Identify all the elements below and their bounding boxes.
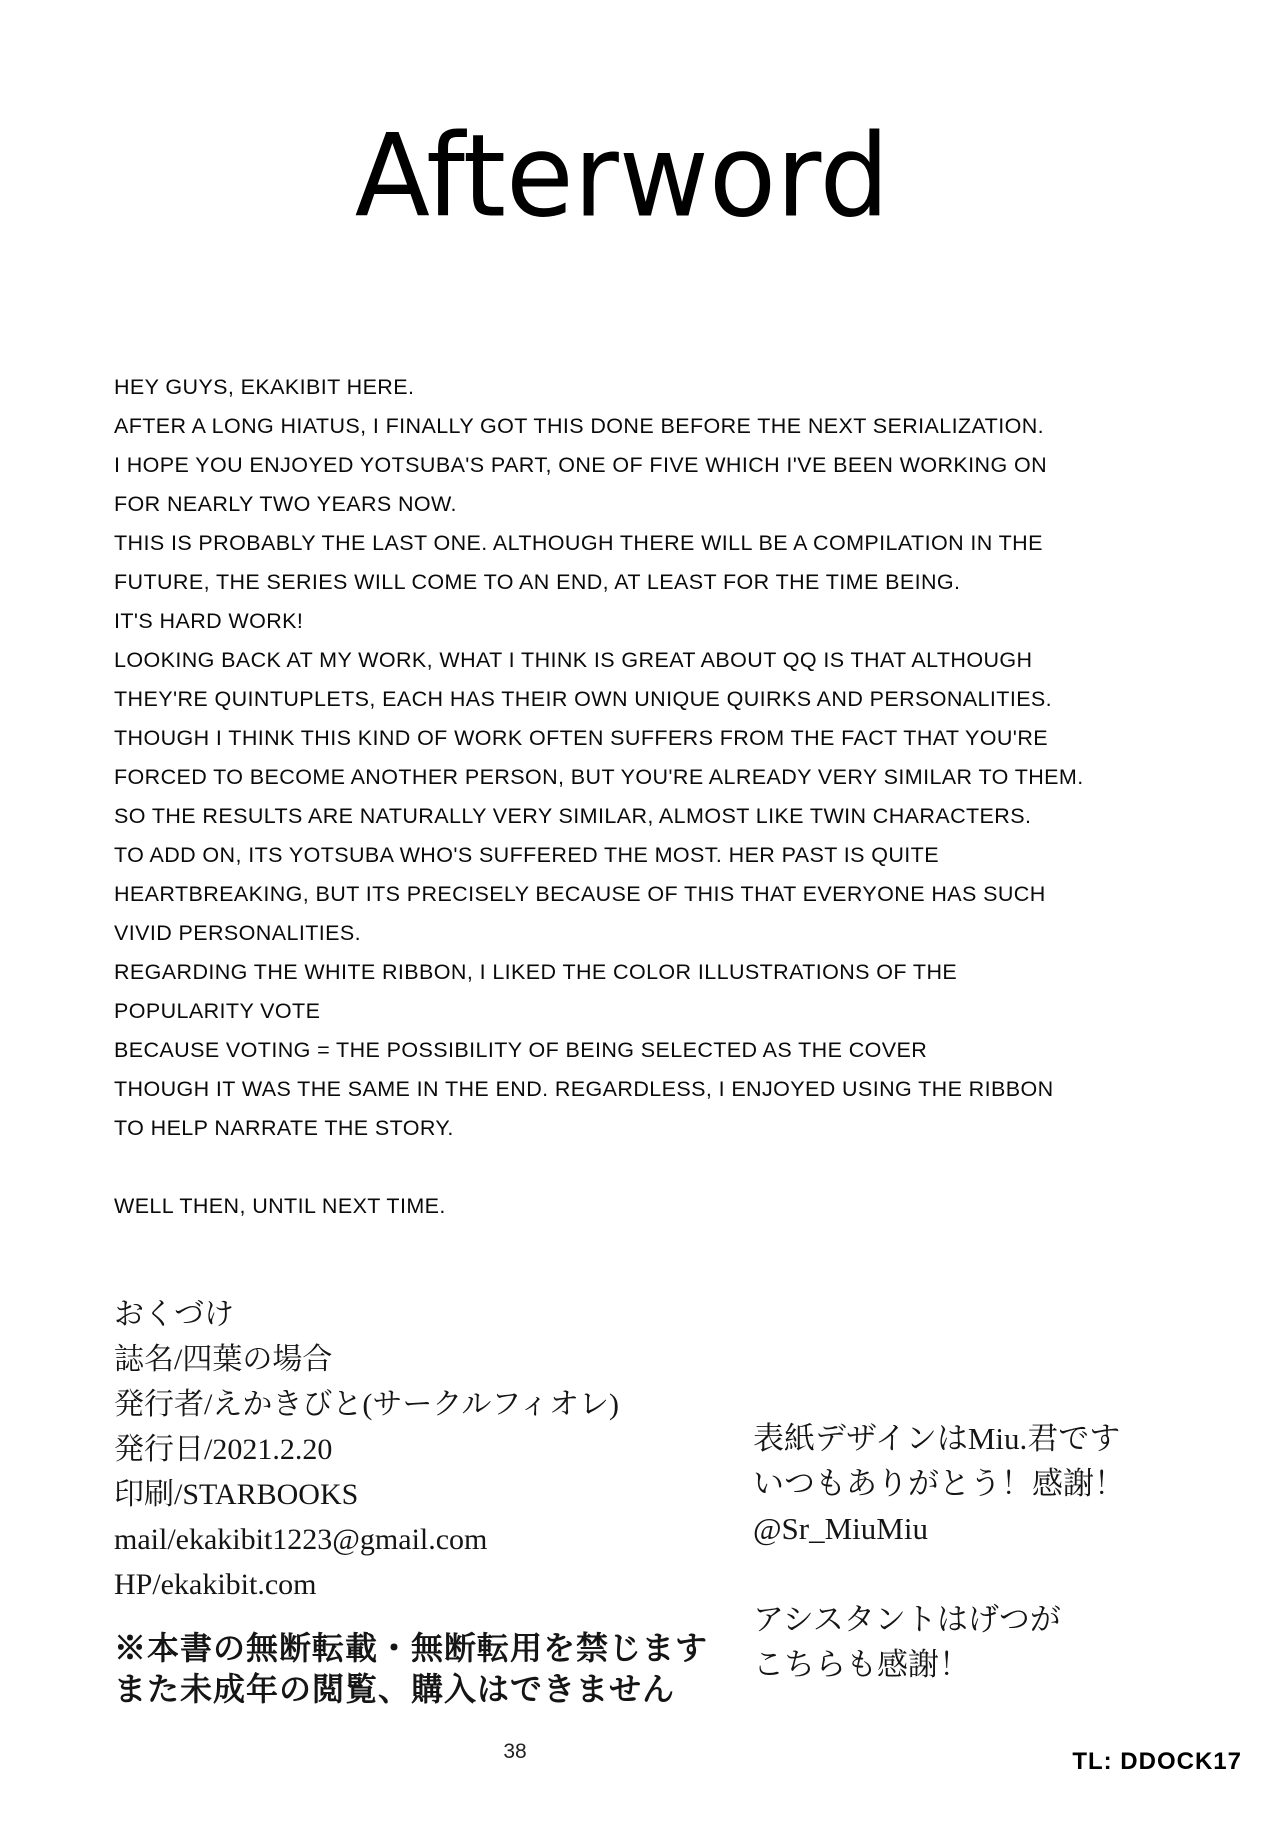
colophon-line-publisher: 発行者/えかきびと(サークルフィオレ) [114,1388,620,1421]
assistant-credit [753,1597,1125,1687]
afterword-line: HEY GUYS, EKAKIBIT HERE. [114,375,415,399]
afterword-text [114,368,1084,1226]
cover-design-credit-line: いつもありがとう！感謝！ [753,1466,1125,1501]
cover-design-credit-handle: @Sr_MiuMiu [753,1511,928,1546]
afterword-line: AFTER A LONG HIATUS, I FINALLY GOT THIS DONE BEFORE THE NEXT SERIALIZATION. [114,414,1045,438]
colophon-line-printer: 印刷/STARBOOKS [114,1478,359,1511]
afterword-line: TO ADD ON, ITS YOTSUBA WHO'S SUFFERED THE MOST. HER PAST IS QUITE [114,843,939,867]
afterword-line: IT'S HARD WORK! [114,609,304,633]
afterword-line: THIS IS PROBABLY THE LAST ONE. ALTHOUGH THERE WILL BE A COMPILATION IN THE [114,531,1043,555]
afterword-line: FOR NEARLY TWO YEARS NOW. [114,492,457,516]
afterword-line: I HOPE YOU ENJOYED YOTSUBA'S PART, ONE OF FIVE WHICH I'VE BEEN WORKING ON [114,453,1047,477]
afterword-line: THOUGH IT WAS THE SAME IN THE END. REGARDLESS, I ENJOYED USING THE RIBBON [114,1077,1054,1101]
reprint-warning-line: ※本書の無断転載・無断転用を禁じます [114,1630,709,1666]
afterword-line: THOUGH I THINK THIS KIND OF WORK OFTEN SUFFERS FROM THE FACT THAT YOU'RE [114,726,1048,750]
afterword-line: THEY'RE QUINTUPLETS, EACH HAS THEIR OWN UNIQUE QUIRKS AND PERSONALITIES. [114,687,1053,711]
colophon-heading: おくづけ [114,1298,234,1331]
thanks-credits [753,1416,1125,1687]
afterword-line: HEARTBREAKING, BUT ITS PRECISELY BECAUSE OF THIS THAT EVERYONE HAS SUCH [114,882,1046,906]
colophon-line-mail: mail/ekakibit1223@gmail.com [114,1523,488,1556]
reprint-warning-line: また未成年の閲覧、購入はできません [114,1671,676,1707]
page-title: Afterword [354,109,890,243]
afterword-line: REGARDING THE WHITE RIBBON, I LIKED THE COLOR ILLUSTRATIONS OF THE [114,960,958,984]
assistant-credit-line: アシスタントはげつが [753,1602,1061,1637]
afterword-line: BECAUSE VOTING = THE POSSIBILITY OF BEING SELECTED AS THE COVER [114,1038,928,1062]
cover-design-credit-line: 表紙デザインはMiu.君です [753,1421,1121,1456]
afterword-line: TO HELP NARRATE THE STORY. [114,1116,454,1140]
afterword-line: SO THE RESULTS ARE NATURALLY VERY SIMILAR, ALMOST LIKE TWIN CHARACTERS. [114,804,1032,828]
colophon-line-title: 誌名/四葉の場合 [114,1343,333,1376]
afterword-closing-line: WELL THEN, UNTIL NEXT TIME. [114,1194,446,1218]
colophon-line-publish-date: 発行日/2021.2.20 [114,1433,333,1466]
translator-credit: TL: DDOCK17 [1072,1748,1242,1775]
afterword-line: VIVID PERSONALITIES. [114,921,361,945]
colophon-line-homepage: HP/ekakibit.com [114,1568,317,1601]
assistant-credit-line: こちらも感謝！ [753,1647,970,1682]
page-number: 38 [503,1740,527,1763]
afterword-line: FUTURE, THE SERIES WILL COME TO AN END, AT LEAST FOR THE TIME BEING. [114,570,961,594]
afterword-line: POPULARITY VOTE [114,999,321,1023]
colophon [114,1292,619,1607]
afterword-line: LOOKING BACK AT MY WORK, WHAT I THINK IS GREAT ABOUT QQ IS THAT ALTHOUGH [114,648,1033,672]
reprint-warning [114,1628,708,1710]
cover-design-credit [753,1416,1125,1551]
afterword-line: FORCED TO BECOME ANOTHER PERSON, BUT YOU'RE ALREADY VERY SIMILAR TO THEM. [114,765,1084,789]
